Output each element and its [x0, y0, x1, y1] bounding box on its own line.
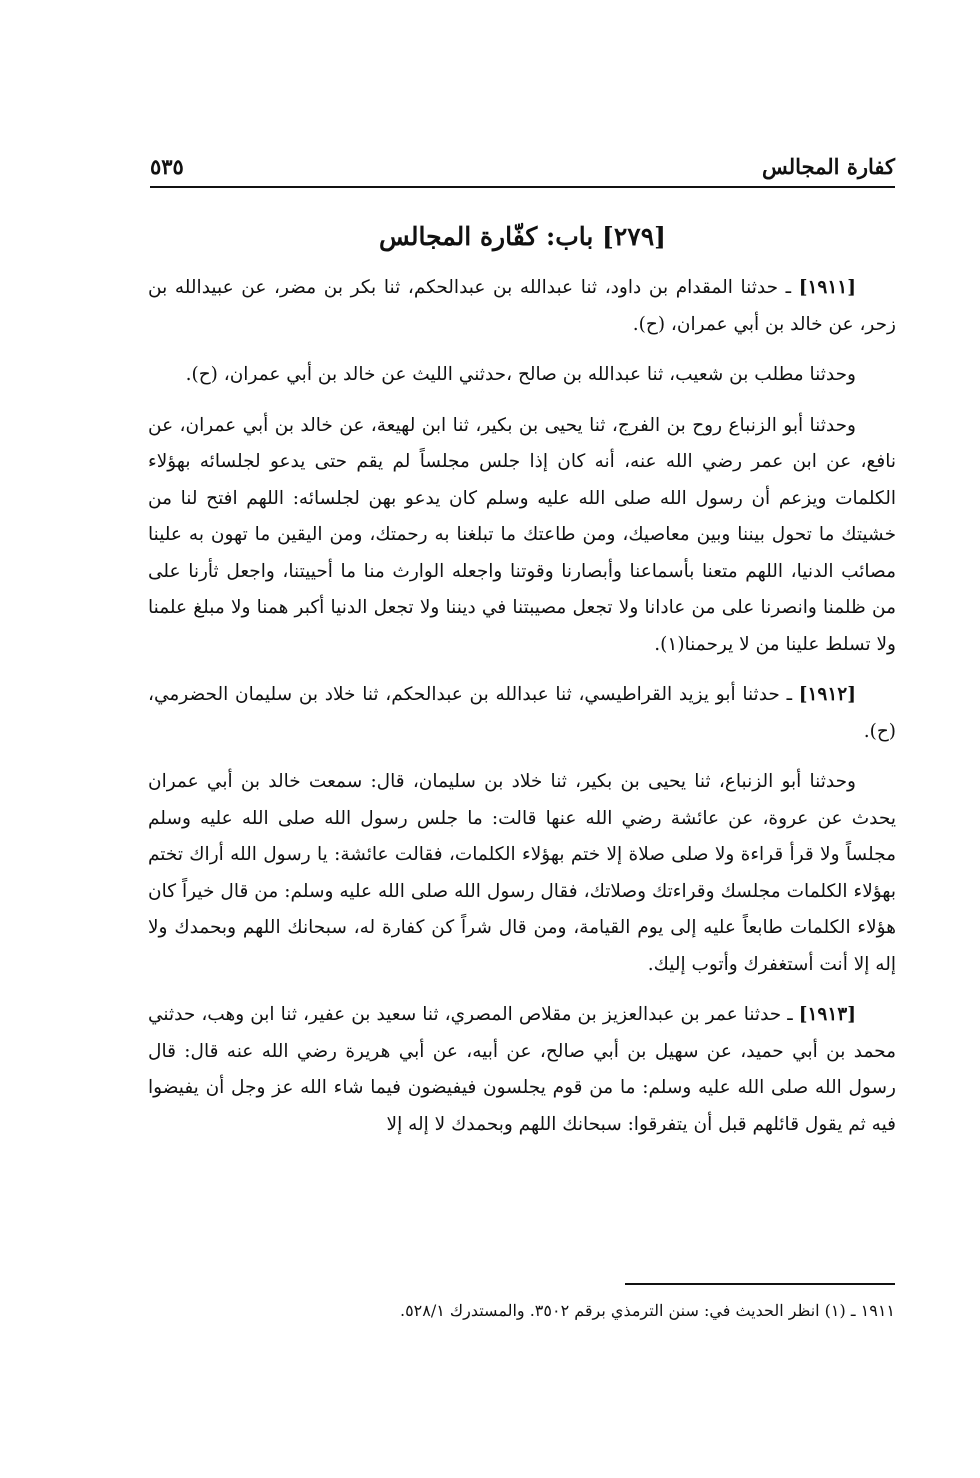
page-number: ٥٣٥: [150, 153, 184, 179]
running-header: [150, 148, 895, 184]
paragraph-text: ـ حدثنا المقدام بن داود، ثنا عبدالله بن عبدالحكم، ثنا بكر بن مضر، عن عبيدالله بن زحر، عن خالد بن أبي عمران، (ح).: [148, 277, 896, 335]
paragraph-text: ـ حدثنا عمر بن عبدالعزيز بن مقلاص المصري، ثنا سعيد بن عفير، ثنا ابن وهب، حدثني محمد بن أبي حميد، عن سهيل بن أبي صالح، عن أبيه، عن أبي هريرة رضي الله عنه قال: قال رسول الله صلى الله عليه وسلم: ما من قوم يجلسون فيفيضون فيما شاء الله عز وجل أن يفيضوا فيه ثم يقول قائلهم قبل أن يتفرقوا: سبحانك اللهم وبحمدك لا إله إلا: [148, 1004, 896, 1135]
chapter-title: [٢٧٩] باب: كفّارة المجالس: [378, 222, 667, 251]
paragraph-text: ـ حدثنا أبو يزيد القراطيسي، ثنا عبدالله بن عبدالحكم، ثنا خلاد بن سليمان الحضرمي، (ح).: [148, 684, 896, 742]
paragraph-1911: [148, 270, 896, 343]
chapter-running-title: كفارة المجالس: [762, 153, 895, 179]
paragraph-1911-chain-2: [148, 357, 896, 394]
paragraph-1912-chain-2: [148, 764, 896, 983]
footnote-rule: [625, 1283, 895, 1285]
paragraph-1912: [148, 677, 896, 750]
hadith-number: [١٩١١]: [798, 277, 856, 298]
paragraph-1911-chain-3: [148, 408, 896, 664]
hadith-number: [١٩١٢]: [798, 684, 856, 705]
paragraph-text: وحدثنا أبو الزنباع روح بن الفرج، ثنا يحيى بن بكير، ثنا ابن لهيعة، عن خالد بن أبي عمران، عن نافع، عن ابن عمر رضي الله عنه، أنه كان إذا جلس مجلساً لم يقم حتى يدعو لجلسائه بهؤلاء الكلمات ويزعم أن رسول الله صلى الله عليه وسلم كان يدعو بهن لجلسائه: اللهم افتح لنا من خشيتك ما تحول بيننا وبين معاصيك، ومن طاعتك ما تبلغنا به رحمتك، ومن اليقين ما تهون به علينا مصائب الدنيا، اللهم متعنا بأسماعنا وأبصارنا وقوتنا واجعله الوارث منا ما أحييتنا، واجعل ثأرنا على من ظلمنا وانصرنا على من عادانا ولا تجعل مصيبتنا في ديننا ولا تجعل الدنيا أكبر همنا ولا مبلغ علمنا ولا تسلط علينا من لا يرحمنا(١).: [148, 414, 896, 655]
paragraph-text: وحدثنا أبو الزنباع، ثنا يحيى بن بكير، ثنا خلاد بن سليمان، قال: سمعت خالد بن أبي عمران يحدث عن عروة، عن عائشة رضي الله عنها قالت: ما جلس رسول الله صلى الله عليه وسلم مجلساً ولا قرأ قراءة ولا صلى صلاة إلا ختم بهؤلاء الكلمات، فقالت عائشة: يا رسول الله أراك تختم بهؤلاء الكلمات مجلسك وقراءتك وصلاتك، فقال رسول الله صلى الله عليه وسلم: من قال خيراً كان هؤلاء الكلمات طابعاً عليه إلى يوم القيامة، ومن قال شراً كن كفارة له، سبحانك اللهم وبحمدك ولا إله إلا أنت أستغفرك وأتوب إليك.: [148, 771, 896, 975]
hadith-number: [١٩١٣]: [798, 1004, 856, 1025]
body-text: [148, 270, 896, 1157]
header-rule: [150, 186, 895, 188]
paragraph-1913: [148, 997, 896, 1143]
paragraph-text: وحدثنا مطلب بن شعيب، ثنا عبدالله بن صالح ،حدثني الليث عن خالد بن أبي عمران، (ح).: [185, 364, 856, 385]
footnote: ١٩١١ ـ (١) انظر الحديث في: سنن الترمذي برقم ٣٥٠٢. والمستدرك ٥٢٨/١.: [399, 1301, 895, 1320]
